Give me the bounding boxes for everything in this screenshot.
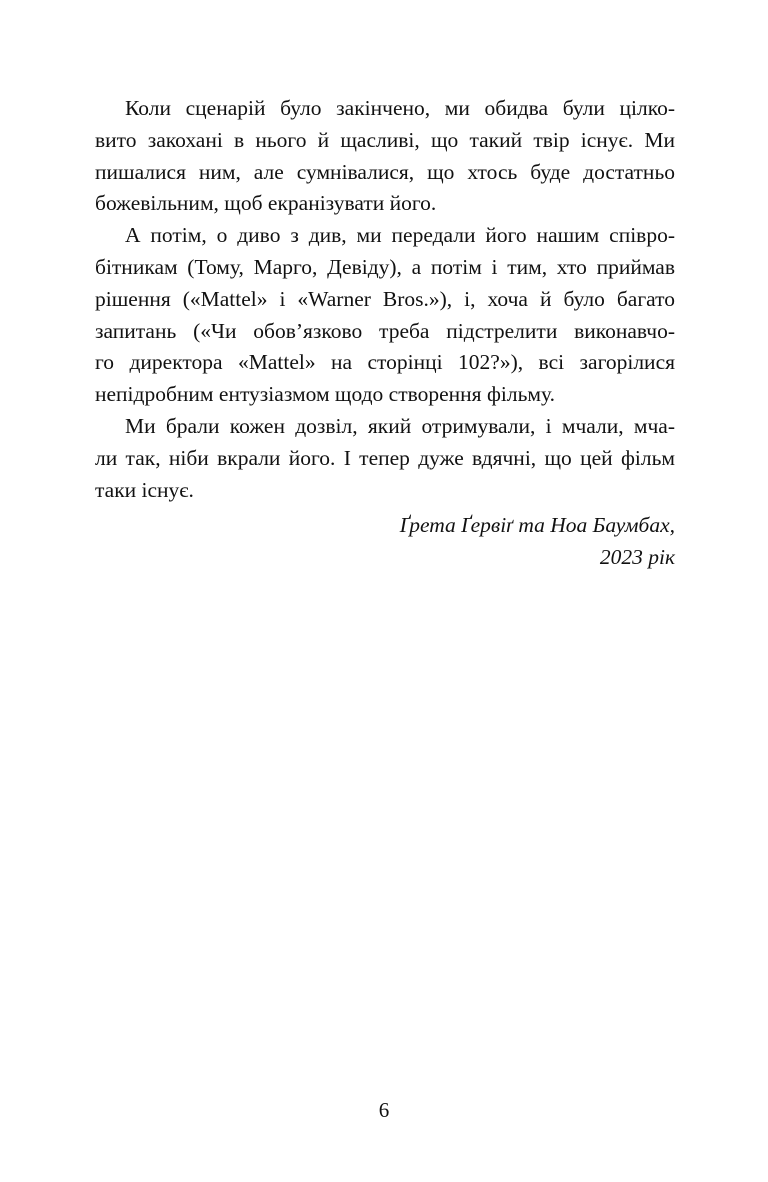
paragraph-2-line-6: непідробним ентузіазмом щодо створення фільму. xyxy=(95,382,555,407)
paragraph-3-line-1: Ми брали кожен дозвіл, який отримували, і мчали, мча- xyxy=(125,413,675,438)
paragraph-2-line-2: бітникам (Тому, Марго, Девіду), а потім і тим, хто приймав xyxy=(95,254,675,279)
page-number: 6 xyxy=(378,1098,390,1122)
signature xyxy=(400,510,675,574)
paragraph-2-line-4: запитань («Чи обов’язково треба підстрелити виконавчо- xyxy=(95,318,675,343)
paragraph-2-line-3: рішення («Mattel» і «Warner Bros.»), і, хоча й було багато xyxy=(95,286,675,311)
signature-authors: Ґрета Ґервіґ та Ноа Баумбах, xyxy=(399,513,675,537)
paragraph-1-line-2: вито закохані в нього й щасливі, що такий твір існує. Ми xyxy=(95,127,675,152)
signature-year: 2023 рік xyxy=(599,544,675,569)
paragraph-1-line-1: Коли сценарій було закінчено, ми обидва були цілко- xyxy=(125,96,675,120)
paragraph-2-line-5: го директора «Mattel» на сторінці 102?»), всі загорілися xyxy=(95,350,675,375)
paragraph-1-line-4: божевільним, щоб екранізувати його. xyxy=(95,191,437,216)
paragraph-1-line-3: пишалися ним, але сумнівалися, що хтось буде достатньо xyxy=(95,159,675,184)
paragraph-2-line-1: А потім, о диво з див, ми передали його нашим співро- xyxy=(125,223,675,248)
body-text xyxy=(95,93,675,506)
paragraph-3-line-2: ли так, ніби вкрали його. І тепер дуже вдячні, що цей фільм xyxy=(95,445,675,470)
paragraph-3-line-3: таки існує. xyxy=(95,477,194,502)
